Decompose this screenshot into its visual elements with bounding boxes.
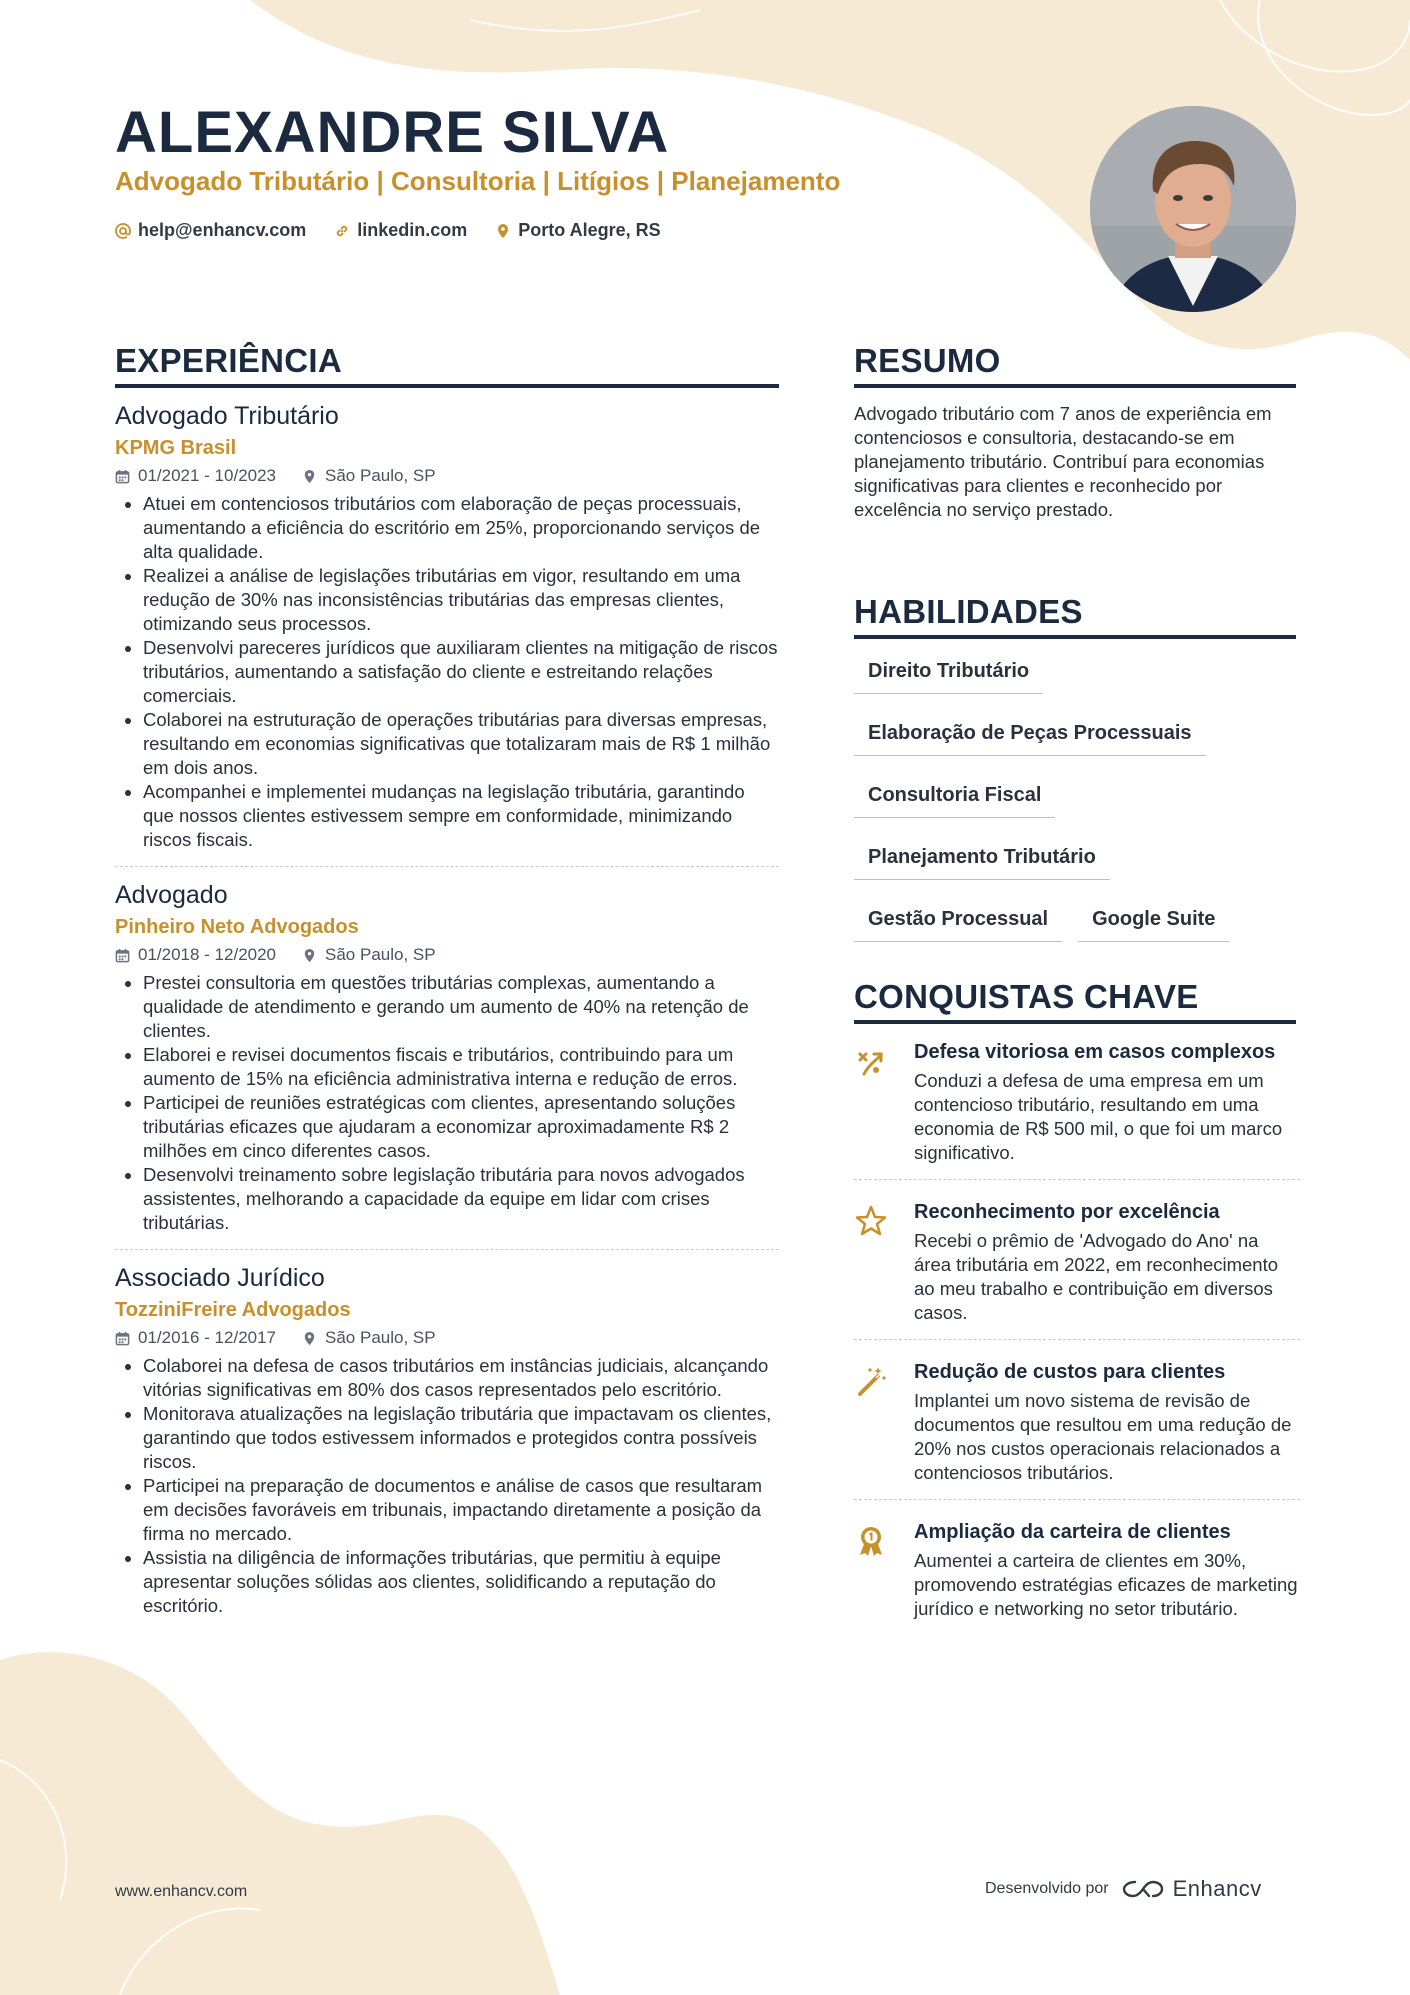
location-pin-icon: [302, 948, 317, 963]
footer-powered-by: [985, 1876, 1262, 1902]
brand-logo[interactable]: [1121, 1876, 1262, 1902]
brand-name: Enhancv: [1172, 1876, 1262, 1901]
company-name: KPMG Brasil: [115, 437, 237, 459]
location-pin-icon: [302, 469, 317, 484]
achievement-description: Recebi o prêmio de 'Advogado do Ano' na área tributária em 2022, em reconhecimento ao meu trabalho e contribuição em diversos casos.: [914, 1230, 1279, 1323]
bullet: • Colaborei na estruturação de operações tributárias para diversas empresas, resultando em economias significativas que totalizaram mais de R$ 1 milhão em dois anos.: [143, 708, 779, 780]
calendar-icon: [115, 469, 130, 484]
achievement-description: Aumentei a carteira de clientes em 30%, promovendo estratégias eficazes de marketing jurídico e networking no setor tributário.: [914, 1550, 1298, 1619]
contact-linkedin[interactable]: [334, 220, 467, 241]
achievement-title: Ampliação da carteira de clientes: [914, 1521, 1231, 1543]
job-meta: [115, 945, 779, 965]
bullet: • Atuei em contenciosos tributários com elaboração de peças processuais, aumentando a eficiência do escritório em 25%, proporcionando serviços de alta qualidade.: [143, 492, 779, 564]
skill-tag: Direito Tributário: [854, 652, 1043, 694]
skills-section-title: HABILIDADES: [854, 593, 1083, 630]
bullet: • Elaborei e revisei documentos fiscais e tributários, contribuindo para um aumento de 15% na eficiência administrativa interna e redução de erros.: [143, 1043, 779, 1091]
achievements-divider: [854, 1020, 1296, 1024]
skill-tag: Consultoria Fiscal: [854, 776, 1055, 818]
achievement-title: Defesa vitoriosa em casos complexos: [914, 1041, 1276, 1063]
profile-photo: [1090, 106, 1296, 312]
bullet: • Realizei a análise de legislações tributárias em vigor, resultando em uma redução de 30% nas inconsistências tributárias das empresas clientes, otimizando seus processos.: [143, 564, 779, 636]
summary-divider: [854, 384, 1296, 388]
job-meta: [115, 466, 779, 486]
award-ribbon-icon: [854, 1524, 888, 1558]
contact-list: [115, 220, 661, 241]
bullet: • Acompanhei e implementei mudanças na legislação tributária, garantindo que nossos clientes estivessem sempre em conformidade, minimizando riscos fiscais.: [143, 780, 779, 852]
company-name: TozziniFreire Advogados: [115, 1299, 351, 1321]
skill-tag: Google Suite: [1078, 900, 1229, 942]
job-location: São Paulo, SP: [325, 945, 436, 964]
footer-website[interactable]: www.enhancv.com: [115, 1883, 248, 1900]
contact-location: [495, 220, 660, 241]
job-title: Advogado: [115, 881, 228, 909]
experience-divider: [115, 384, 779, 388]
skill-tag: Gestão Processual: [854, 900, 1062, 942]
experience-list: [115, 398, 779, 1646]
achievement-item: [854, 1036, 1300, 1180]
strategy-icon: [854, 1044, 888, 1078]
email-text: help@enhancv.com: [138, 220, 307, 240]
job-bullets: [115, 492, 779, 852]
job-title: Advogado Tributário: [115, 402, 339, 430]
location-pin-icon: [302, 1331, 317, 1346]
bullet: • Desenvolvi pareceres jurídicos que auxiliaram clientes na mitigação de riscos tributários, aumentando a satisfação do cliente e estreitando relações comerciais.: [143, 636, 779, 708]
achievement-description: Implantei um novo sistema de revisão de documentos que resultou em uma redução de 20% nos custos operacionais relacionados a contenciosos tributários.: [914, 1390, 1292, 1483]
job-dates: 01/2021 - 10/2023: [138, 466, 277, 485]
job-bullets: [115, 1354, 779, 1618]
achievement-item: [854, 1516, 1300, 1635]
job-entry: [115, 881, 779, 1250]
bullet: • Participei na preparação de documentos e análise de casos que resultaram em decisões favoráveis em tribunais, impactando diretamente a posição da firma no mercado.: [143, 1474, 779, 1546]
job-dates: 01/2018 - 12/2020: [138, 945, 277, 964]
bullet: • Desenvolvi treinamento sobre legislação tributária para novos advogados assistentes, melhorando a capacidade da equipe em lidar com crises tributárias.: [143, 1163, 779, 1235]
powered-by-text: Desenvolvido por: [985, 1880, 1109, 1897]
contact-email[interactable]: [115, 220, 306, 241]
calendar-icon: [115, 948, 130, 963]
skills-divider: [854, 635, 1296, 639]
enhancv-logo-icon: [1121, 1877, 1165, 1901]
achievement-title: Reconhecimento por excelência: [914, 1201, 1220, 1223]
achievement-item: [854, 1356, 1300, 1500]
achievement-title: Redução de custos para clientes: [914, 1361, 1226, 1383]
experience-section-title: EXPERIÊNCIA: [115, 342, 343, 379]
magic-wand-icon: [854, 1364, 888, 1398]
at-icon: [115, 223, 131, 239]
bullet: • Prestei consultoria em questões tributárias complexas, aumentando a qualidade de atendimento e gerando um aumento de 40% na retenção de clientes.: [143, 971, 779, 1043]
achievements-list: [854, 1036, 1300, 1651]
summary-section-title: RESUMO: [854, 342, 1001, 379]
achievements-section-title: CONQUISTAS CHAVE: [854, 978, 1199, 1015]
candidate-name: ALEXANDRE SILVA: [115, 100, 670, 165]
job-dates: 01/2016 - 12/2017: [138, 1328, 277, 1347]
bullet: • Participei de reuniões estratégicas com clientes, apresentando soluções tributárias eficazes que ajudaram a economizar aproximadamente R$ 2 milhões em cinco diferentes casos.: [143, 1091, 779, 1163]
bullet: • Assistia na diligência de informações tributárias, que permitiu à equipe apresentar soluções sólidas aos clientes, solidificando a reputação do escritório.: [143, 1546, 779, 1618]
job-title: Associado Jurídico: [115, 1264, 325, 1292]
company-name: Pinheiro Neto Advogados: [115, 916, 359, 938]
bullet: • Monitorava atualizações na legislação tributária que impactavam os clientes, garantindo que todos estivessem informados e protegidos contra possíveis riscos.: [143, 1402, 779, 1474]
summary-text: Advogado tributário com 7 anos de experiência em contenciosos e consultoria, destacando-se em planejamento tributário. Contribuí para economias significativas para clientes e reconhecido por excelência no serviço prestado.: [854, 403, 1272, 520]
job-bullets: [115, 971, 779, 1235]
job-location: São Paulo, SP: [325, 466, 436, 485]
bullet: • Colaborei na defesa de casos tributários em instâncias judiciais, alcançando vitórias significativas em 80% dos casos representados pelo escritório.: [143, 1354, 779, 1402]
skill-tag: Elaboração de Peças Processuais: [854, 714, 1206, 756]
location-text: Porto Alegre, RS: [518, 220, 661, 240]
achievement-description: Conduzi a defesa de uma empresa em um contencioso tributário, resultando em uma economia de R$ 500 mil, o que foi um marco significativo.: [914, 1070, 1283, 1163]
calendar-icon: [115, 1331, 130, 1346]
linkedin-text: linkedin.com: [357, 220, 468, 240]
star-icon: [854, 1204, 888, 1238]
skills-list: [854, 652, 1300, 942]
job-location: São Paulo, SP: [325, 1328, 436, 1347]
skill-tag: Planejamento Tributário: [854, 838, 1110, 880]
job-meta: [115, 1328, 779, 1348]
job-entry: [115, 1264, 779, 1632]
location-pin-icon: [495, 223, 511, 239]
link-icon: [334, 223, 350, 239]
job-entry: [115, 402, 779, 867]
achievement-item: [854, 1196, 1300, 1340]
headline: Advogado Tributário | Consultoria | Litígios | Planejamento: [115, 166, 841, 196]
